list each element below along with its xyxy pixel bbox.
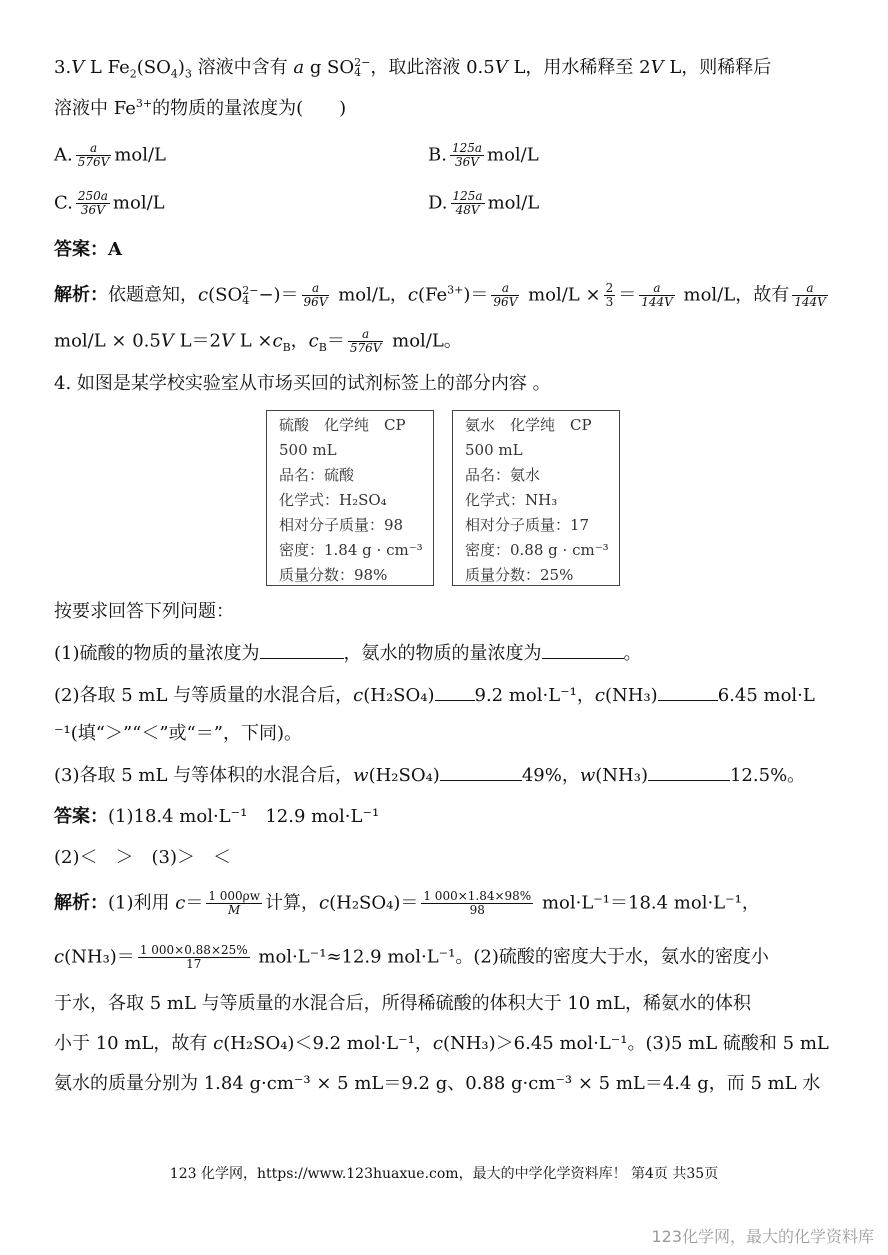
q3-answer: 答案：A [54,239,122,260]
q4-part2-line2: ⁻¹(填“＞”“＜”或“＝”，下同)。 [54,723,302,744]
q3-analysis-line1: 解析：依题意知，c(SO 2− 4 −)＝ $\frac{a}{96V}$ mol/L，$c(Fe^{3+})=$ $\frac{a}{96V}$ mol/L × $\frac{2}{3}$ ＝ $\frac{a}{144V}$ mol/L，故有 $\frac{a}{144V}$ [54,281,826,309]
q3-stem-line1: 3.V L $Fe_2(SO_4)_3$ 溶液中含有 a g SO 2− 4 ，取此溶液 0.5V L，用水稀释至 2V L，则稀释后 [54,56,772,81]
page-footer: 123 化学网，https://www.123huaxue.com，最大的中学化学资料库！ 第4页 共35页 [169,1166,719,1182]
q3-option-b: B. $\frac{125a}{36V}$ mol/L [428,141,539,169]
label-line: 500 mL [465,441,523,459]
label-line: 相对分子质量：98 [279,516,404,534]
q4-part3: (3)各取 5 mL 与等体积的水混合后，w(H₂SO₄) 49%，w(NH₃) 12.5%。 [54,765,806,786]
label-line: 化学式：NH₃ [465,491,558,509]
watermark: 123化学网，最大的化学资料库 [651,1227,874,1246]
label-line: 相对分子质量：17 [465,516,590,534]
label-line: 品名：硫酸 [279,466,355,484]
label-line: 化学式：H₂SO₄ [279,491,387,509]
q3-stem-line2: 溶液中 $Fe^{3+}$的物质的量浓度为( ) [54,97,347,119]
label-line: 氨水 化学纯 CP [465,416,592,434]
q4-analysis-line5: 氨水的质量分别为 1.84 g·cm⁻³ × 5 mL＝9.2 g、0.88 g·cm⁻³ × 5 mL＝4.4 g，而 5 mL 水 [54,1073,821,1094]
label-line: 质量分数：25% [465,566,574,584]
label-line: 品名：氨水 [465,466,541,484]
label-line: 500 mL [279,441,337,459]
reagent-label-sulfuric-acid [266,410,434,586]
q4-instruction: 按要求回答下列问题： [54,601,234,622]
q3-option-a: A. $\frac{a}{576V}$ mol/L [54,141,166,169]
q4-analysis-line4: 小于 10 mL，故有 c(H₂SO₄)＜9.2 mol·L⁻¹，c(NH₃)＞6.45 mol·L⁻¹。(3)5 mL 硫酸和 5 mL [54,1033,829,1054]
label-line: 硫酸 化学纯 CP [279,416,406,434]
q4-part1: (1)硫酸的物质的量浓度为 ，氨水的物质的量浓度为 。 [54,643,642,664]
label-line: 密度：0.88 g · cm⁻³ [465,541,609,559]
q3-option-c: C. $\frac{250a}{36V}$ mol/L [54,189,165,217]
q3-analysis-line2: mol/L × 0.5V L＝2V $L \times c_B$，$c_B=$ $\frac{a}{576V}$ mol/L。 [54,327,462,355]
reagent-label-ammonia [452,410,620,586]
q4-answer-line2: (2)＜ ＞ (3)＞ ＜ [54,847,231,868]
q4-analysis-line1: 解析：(1)利用 c＝ $\frac{1 000\rho w}{M}$ 计算，c(H₂SO₄)＝ $\frac{1 000\times 1.84\times 98\%}{98}$ mol·L⁻¹＝18.4 mol·L⁻¹， [54,889,760,917]
q4-stem: 4. 如图是某学校实验室从市场买回的试剂标签上的部分内容 。 [54,373,551,394]
label-line: 密度：1.84 g · cm⁻³ [279,541,423,559]
q4-part2-line1: (2)各取 5 mL 与等质量的水混合后，c(H₂SO₄) 9.2 mol·L⁻¹，c(NH₃) 6.45 mol·L [54,685,815,706]
q3-option-d: D. $\frac{125a}{48V}$ mol/L [428,189,540,217]
q4-answer-line1: 答案：(1)18.4 mol·L⁻¹ 12.9 mol·L⁻¹ [54,806,380,827]
q4-analysis-line3: 于水，各取 5 mL 与等质量的水混合后，所得稀硫酸的体积大于 10 mL，稀氨水的体积 [54,993,752,1014]
q4-analysis-line2: c(NH₃)＝ $\frac{1 000\times 0.88\times 25\%}{17}$ mol·L⁻¹≈12.9 mol·L⁻¹。(2)硫酸的密度大于水，氨水的密度小 [54,943,769,971]
label-line: 质量分数：98% [279,566,388,584]
